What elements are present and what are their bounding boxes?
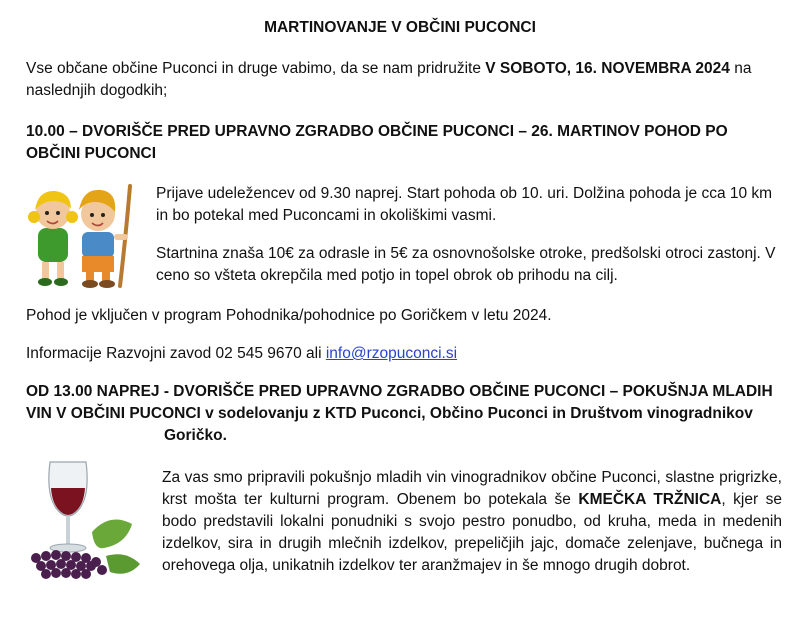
event2-heading-line2: VIN V OBČINI PUCONCI v sodelovanju z KTD Puconci, Občino Puconci in Društvom vinogradnikov [26, 405, 753, 422]
intro-text-end: na naslednjih dogodkih; [26, 60, 752, 99]
event2-heading [26, 381, 796, 447]
event1-heading-line1: 10.00 – DVORIŠČE PRED UPRAVNO ZGRADBO OBČINE PUCONCI – 26. MARTINOV POHOD PO [26, 123, 728, 140]
event2-heading-line1: OD 13.00 NAPREJ - DVORIŠČE PRED UPRAVNO ZGRADBO OBČINE PUCONCI – POKUŠNJA MLADIH [26, 383, 773, 400]
event1-heading [26, 121, 786, 165]
event1-fee-text: Startnina znaša 10€ za odrasle in 5€ za osnovnošolske otroke, predšolski otroci zastonj. V ceno so všteta okrepčila med potjo in topel obrok ob prihodu na cilj. [156, 245, 776, 284]
event2-heading-line3: Goričko. [164, 427, 227, 444]
event1-info [26, 343, 786, 365]
page-title: MARTINOVANJE V OBČINI PUCONCI [264, 19, 536, 36]
wine-glass-grapes-illustration [22, 458, 147, 593]
children-hiking-illustration [24, 182, 144, 292]
event1-registration-text: Prijave udeležencev od 9.30 naprej. Start pohoda ob 10. uri. Dolžina pohoda je cca 10 km in bo potekal med Puconcami in okoliškimi vasmi. [156, 185, 773, 224]
info-prefix: Informacije Razvojni zavod 02 545 9670 ali [26, 345, 326, 362]
intro-paragraph [26, 58, 778, 102]
info-email-link[interactable]: info@rzopuconci.si [325, 345, 458, 362]
event2-description [162, 467, 782, 577]
intro-text: Vse občane občine Puconci in druge vabimo, da se nam pridružite [26, 60, 486, 77]
event1-program-text: Pohod je vključen v program Pohodnika/pohodnice po Goričkem v letu 2024. [26, 307, 552, 324]
event2-text-a: Za vas smo pripravili pokušnjo mladih vin vinogradnikov občine Puconci, slastne prigrizke, krst mošta ter kulturni program. Obenem bo potekala še [162, 469, 782, 508]
event1-heading-line2: OBČINI PUCONCI [26, 145, 157, 162]
event2-text-b: , kjer se bodo predstavili lokalni ponudniki s svojo pestro ponudbo, od kruha, meda in medenih izdelkov, sira in drugih mlečnih izdelkov, prepeličjih jajc, domače zelenjave, bučnega in orehovega olja, unikatnih izdelkov ter aranžmajev in še mnogo drugih dobrot. [162, 491, 782, 574]
event2-market-name: KMEČKA TRŽNICA [578, 491, 722, 508]
intro-date: V SOBOTO, 16. NOVEMBRA 2024 [485, 60, 730, 77]
